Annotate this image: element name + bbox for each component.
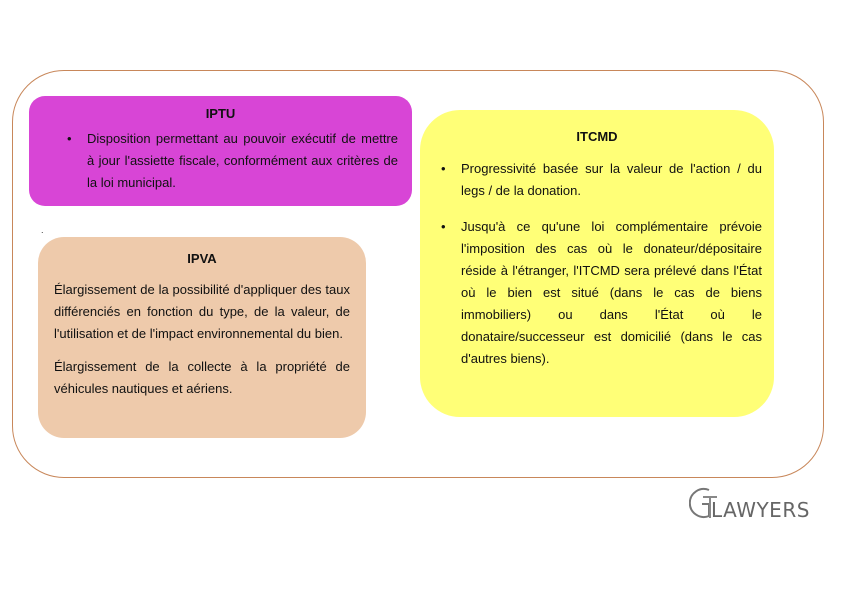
ipva-paragraph: Élargissement de la collecte à la propriété de véhicules nautiques et aériens. bbox=[54, 359, 350, 396]
itcmd-item: • Progressivité basée sur la valeur de l'action / du legs / de la donation. bbox=[461, 158, 762, 202]
iptu-title: IPTU bbox=[205, 106, 236, 121]
logo-text: LAWYERS bbox=[711, 498, 810, 522]
itcmd-list bbox=[461, 158, 762, 370]
iptu-list bbox=[87, 128, 398, 194]
itcmd-card bbox=[420, 110, 774, 417]
ipva-card bbox=[38, 237, 366, 438]
gt-lawyers-logo bbox=[689, 485, 819, 521]
itcmd-title: ITCMD bbox=[576, 129, 618, 144]
iptu-item: • Disposition permettant au pouvoir exécutif de mettre à jour l'assiette fiscale, conformément aux critères de la loi municipal. bbox=[87, 128, 398, 194]
itcmd-item: • Jusqu'à ce qu'une loi complémentaire prévoie l'imposition des cas où le donateur/dépositaire réside à l'étranger, l'ITCMD sera prélevé dans l'État où le bien est situé (dans le cas de biens immobiliers) ou dans l'État où le donataire/successeur est domicilié (dans le cas d'autres biens). bbox=[461, 216, 762, 370]
ipva-paragraph: Élargissement de la possibilité d'appliquer des taux différenciés en fonction du type, de la valeur, de l'utilisation et de l'impact environnemental du bien. bbox=[54, 282, 350, 341]
stray-dot: . bbox=[41, 225, 44, 235]
iptu-card bbox=[29, 96, 412, 206]
ipva-title: IPVA bbox=[187, 251, 217, 266]
